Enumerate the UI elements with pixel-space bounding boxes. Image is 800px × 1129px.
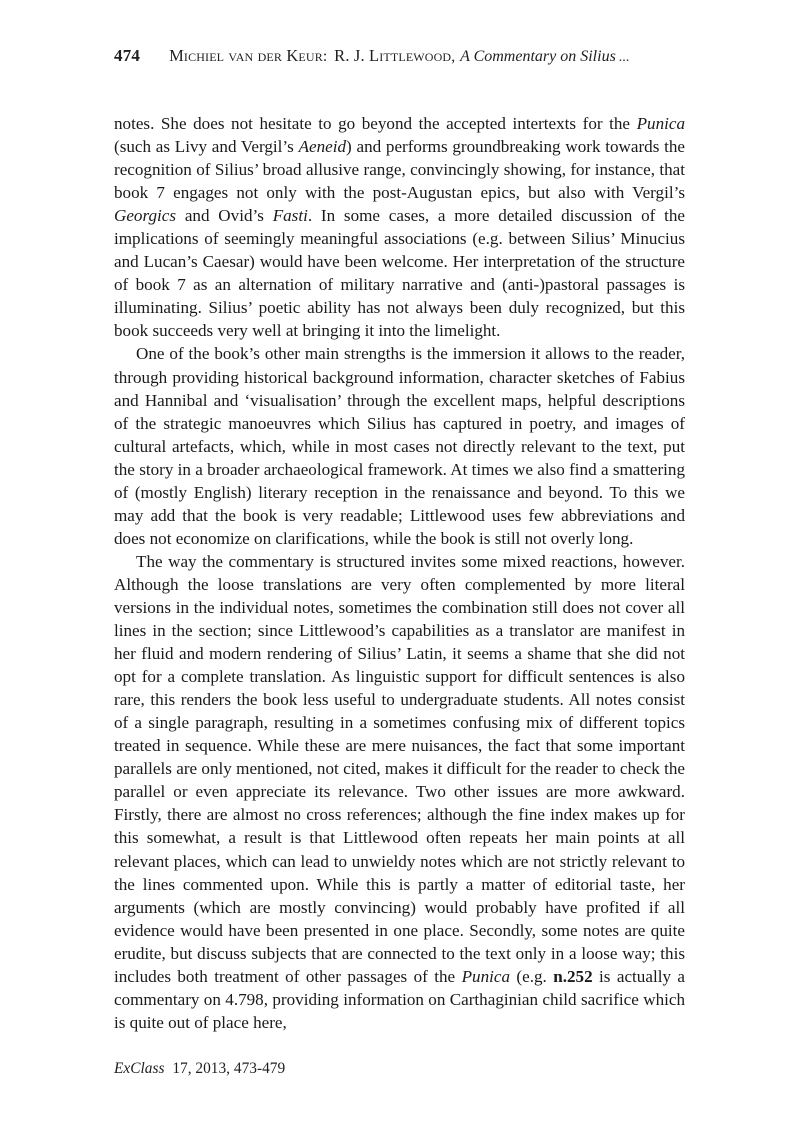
running-head-separator: : [322,48,328,65]
footer-citation [114,1060,285,1078]
body-text-block [114,112,685,1034]
paragraph: The way the commentary is structured invites some mixed reactions, however. Although the loose translations are very often complemented by more literal versions in the individual notes, sometimes the combination still does not cover all lines in the section; since Littlewood’s capabilities as a translator are manifest in her fluid and modern rendering of Silius’ Latin, it seems a shame that she did not opt for a complete translation. As linguistic support for difficult sentences is also rare, this renders the book less useful to undergraduate students. All notes consist of a single paragraph, resulting in a sometimes confusing mix of different topics treated in sequence. While these are mere nuisances, the fact that some important parallels are only mentioned, not cited, makes it difficult for the reader to check the parallel or even appreciate its relevance. Two other issues are more awkward. Firstly, there are almost no cross references; although the fine index makes up for this somewhat, a result is that Littlewood often repeats her main points at all relevant places, which can lead to unwieldy notes which are not strictly relevant to the lines commented upon. While this is partly a matter of editorial taste, her arguments (which are mostly convincing) would probably have profited if all evidence would have been presented in one place. Secondly, some notes are quite erudite, but discuss subjects that are connected to the text only in a loose way; this includes both treatment of other passages of the Punica (e.g. n.252 is actually a commentary on 4.798, providing information on Carthaginian child sacrifice which is quite out of place here, [114,551,685,1032]
journal-name: ExClass [114,1060,165,1077]
running-head-ellipsis: ... [618,50,630,65]
running-head-comma: , [451,48,456,65]
running-head-reviewed-author: R. J. Littlewood [334,46,452,65]
running-head-reviewed-title: A Commentary on Silius [460,48,616,65]
paragraph: One of the book’s other main strengths is the immersion it allows to the reader, through providing historical background information, character sketches of Fabius and Hannibal and ‘visualisation’ through the excellent maps, helpful descriptions of the strategic manoeuvres which Silius has captured in poetry, and images of cultural artefacts, which, while in most cases not directly relevant to the text, put the story in a broader archaeological framework. At times we also find a smattering of (mostly English) literary reception in the renaissance and beyond. To this we may add that the book is very readable; Littlewood uses few abbreviations and does not economize on clarifications, while the book is still not overly long. [114,344,685,548]
running-head [114,46,684,72]
paragraph: notes. She does not hesitate to go beyond the accepted intertexts for the Punica (such as Livy and Vergil’s Aeneid) and performs groundbreaking work towards the recognition of Silius’ broad allusive range, convincingly showing, for instance, that book 7 engages not only with the post-Augustan epics, but also with Vergil’s Georgics and Ovid’s Fasti. In some cases, a more detailed discussion of the implications of seemingly meaningful associations (e.g. between Silius’ Minucius and Lucan’s Caesar) would have been welcome. Her interpretation of the structure of book 7 as an alternation of military narrative and (anti-)pastoral passages is illuminating. Silius’ poetic ability has not always been duly recognized, but this book succeeds very well at bringing it into the limelight. [114,114,686,341]
running-head-author: Michiel van der Keur [169,46,323,65]
page-number: 474 [114,46,141,65]
journal-citation-detail: 17, 2013, 473-479 [172,1060,286,1077]
